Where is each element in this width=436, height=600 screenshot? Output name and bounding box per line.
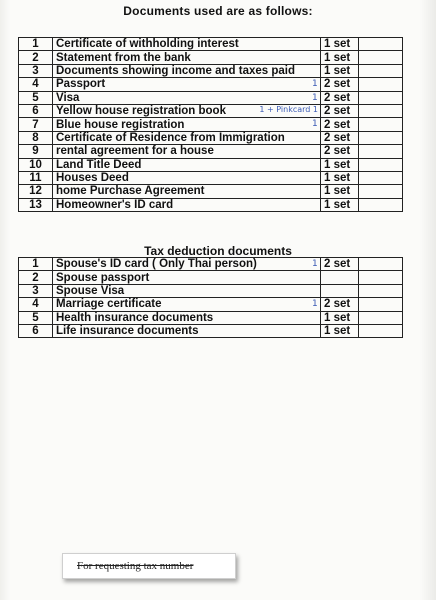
check-cell (359, 271, 403, 284)
quantity: 2 set (324, 298, 351, 311)
document-name: Spouse passport (56, 271, 150, 284)
table-row (19, 271, 403, 284)
quantity-cell (321, 158, 359, 171)
quantity-cell (321, 324, 359, 337)
quantity-cell (321, 38, 359, 51)
row-number: 10 (19, 158, 53, 171)
quantity-cell (321, 271, 359, 284)
check-cell (359, 64, 403, 77)
document-name: Blue house registration (56, 118, 185, 131)
table-row (19, 118, 403, 131)
document-name-cell (53, 145, 321, 158)
table-row (19, 104, 403, 117)
quantity: 2 set (324, 91, 351, 104)
footer-note: For requesting tax number (77, 560, 194, 572)
row-number: 2 (19, 271, 53, 284)
document-name: Spouse's ID card ( Only Thai person) (56, 258, 257, 271)
check-cell (359, 131, 403, 144)
check-cell (359, 198, 403, 211)
check-cell (359, 171, 403, 184)
check-cell (359, 78, 403, 91)
table-row (19, 91, 403, 104)
row-number: 13 (19, 198, 53, 211)
document-name-cell (53, 298, 321, 311)
quantity-cell (321, 311, 359, 324)
row-number: 11 (19, 171, 53, 184)
document-name: Certificate of Residence from Immigration (56, 131, 285, 144)
check-cell (359, 158, 403, 171)
quantity: 2 set (324, 105, 351, 118)
document-name: Documents showing income and taxes paid (56, 64, 295, 77)
document-name-cell (53, 185, 321, 198)
document-name: Certificate of withholding interest (56, 38, 239, 51)
quantity-cell (321, 51, 359, 64)
row-number: 7 (19, 118, 53, 131)
table-row (19, 145, 403, 158)
check-cell (359, 38, 403, 51)
quantity: 1 set (324, 311, 351, 324)
row-number: 1 (19, 258, 53, 271)
table-row (19, 185, 403, 198)
check-cell (359, 311, 403, 324)
table-row (19, 51, 403, 64)
handwritten-mark: 1 (312, 79, 318, 90)
document-name: Yellow house registration book (56, 105, 226, 118)
document-name-cell (53, 198, 321, 211)
table-row (19, 64, 403, 77)
row-number: 3 (19, 64, 53, 77)
quantity-cell (321, 64, 359, 77)
row-number: 6 (19, 324, 53, 337)
document-name-cell (53, 38, 321, 51)
row-number: 5 (19, 91, 53, 104)
document-name: Spouse Visa (56, 284, 125, 297)
check-cell (359, 324, 403, 337)
quantity: 1 set (324, 185, 351, 198)
document-name: Houses Deed (56, 172, 129, 185)
table-row (19, 258, 403, 271)
check-cell (359, 91, 403, 104)
quantity-cell (321, 104, 359, 117)
quantity-cell (312, 118, 359, 131)
handwritten-mark: 1 (312, 92, 318, 103)
document-name: home Purchase Agreement (56, 185, 205, 198)
document-name-cell (53, 91, 321, 104)
table-row (19, 171, 403, 184)
row-number: 6 (19, 104, 53, 117)
row-number: 8 (19, 131, 53, 144)
table-row (19, 38, 403, 51)
handwritten-mark: 1 (312, 299, 318, 310)
quantity-cell (321, 198, 359, 211)
quantity: 2 set (324, 145, 351, 158)
quantity: 2 set (324, 258, 351, 271)
quantity-cell (312, 298, 359, 311)
tax-section-title: Tax deduction documents (144, 244, 292, 258)
quantity-cell (312, 78, 359, 91)
check-cell (359, 185, 403, 198)
document-name: Life insurance documents (56, 325, 199, 338)
check-cell (359, 284, 403, 297)
check-cell (359, 258, 403, 271)
quantity-cell (321, 171, 359, 184)
quantity: 1 set (324, 325, 351, 338)
table-row (19, 284, 403, 297)
document-name: Statement from the bank (56, 51, 191, 64)
row-number: 4 (19, 298, 53, 311)
document-name: Visa (56, 91, 80, 104)
check-cell (359, 51, 403, 64)
check-cell (359, 298, 403, 311)
document-name: Land Title Deed (56, 158, 142, 171)
check-cell (359, 145, 403, 158)
row-number: 5 (19, 311, 53, 324)
table-row (19, 298, 403, 311)
table-row (19, 78, 403, 91)
quantity-cell (321, 185, 359, 198)
quantity: 1 set (324, 51, 351, 64)
quantity: 2 set (324, 78, 351, 91)
document-name: Health insurance documents (56, 311, 214, 324)
document-name: Marriage certificate (56, 298, 162, 311)
document-title: Documents used are as follows: (123, 4, 313, 18)
row-number: 4 (19, 78, 53, 91)
table-row (19, 158, 403, 171)
quantity: 1 set (324, 198, 351, 211)
row-number: 12 (19, 185, 53, 198)
table-row (19, 131, 403, 144)
row-number: 2 (19, 51, 53, 64)
document-name-cell (53, 78, 321, 91)
document-name-cell (53, 131, 321, 144)
quantity: 1 set (324, 172, 351, 185)
document-name-cell (53, 284, 321, 297)
main-documents-table (18, 37, 403, 212)
footer-note-slip (62, 553, 236, 579)
table-row (19, 311, 403, 324)
handwritten-mark: 1 (312, 259, 318, 269)
document-name-cell (53, 51, 321, 64)
document-name: Passport (56, 78, 106, 91)
document-name-cell (53, 311, 321, 324)
row-number: 9 (19, 145, 53, 158)
document-name-cell (53, 271, 321, 284)
quantity: 1 set (324, 158, 351, 171)
handwritten-mark: 1 (312, 119, 318, 130)
table-row (19, 198, 403, 211)
document-name-cell (53, 171, 321, 184)
document-name-cell (53, 118, 321, 131)
quantity: 1 set (324, 38, 351, 51)
row-number: 3 (19, 284, 53, 297)
document-name: Homeowner's ID card (56, 198, 174, 211)
quantity-cell (321, 145, 359, 158)
document-name-cell (53, 104, 321, 117)
quantity-cell (321, 131, 359, 144)
document-name-cell (53, 158, 321, 171)
quantity-cell (321, 284, 359, 297)
row-number: 1 (19, 38, 53, 51)
quantity: 2 set (324, 118, 351, 131)
check-cell (359, 118, 403, 131)
document-name-cell (53, 258, 321, 271)
tax-documents-table (18, 257, 403, 338)
table-row (19, 324, 403, 337)
handwritten-note: 1 + Pinkcard 1 (259, 104, 318, 114)
quantity-cell (312, 91, 359, 104)
quantity: 1 set (324, 64, 351, 77)
document-name: rental agreement for a house (56, 145, 214, 158)
document-name-cell (53, 64, 321, 77)
document-name-cell (53, 324, 321, 337)
quantity: 2 set (324, 131, 351, 144)
quantity-cell (312, 258, 359, 271)
check-cell (359, 104, 403, 117)
